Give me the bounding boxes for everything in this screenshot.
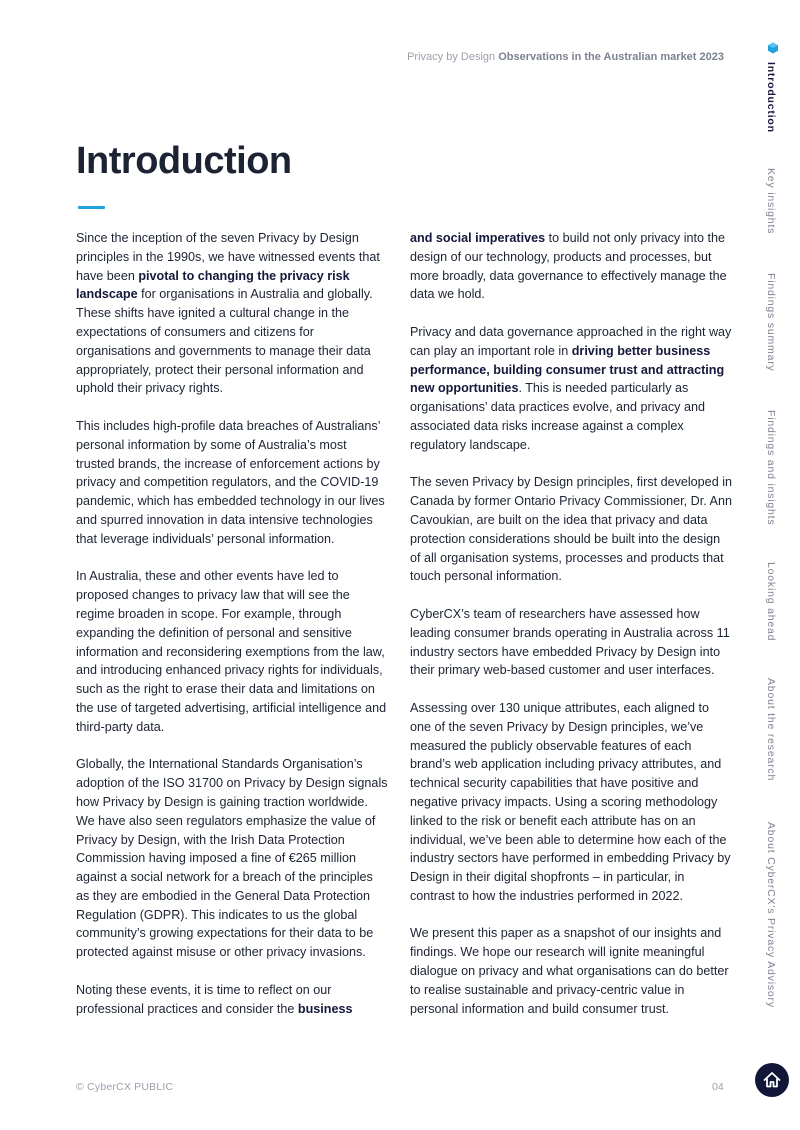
- nav-item-findings-and-insights[interactable]: Findings and insights: [765, 410, 777, 526]
- header-title: Observations in the Australian market 2023: [498, 51, 724, 63]
- paragraph: Assessing over 130 unique attributes, each aligned to one of the seven Privacy by Design principles, we’ve measured the publicly observable features of each brand’s web application including privacy attributes, and technical security capabilities that have positive and negative privacy impacts. Using a scoring methodology linked to the risk or benefit each attribute has on an individual, we’ve been able to determine how each of the industry sectors have performed in embedding Privacy by Design in their digital shopfronts – in particular, in contrast to how the industries performed in 2022.: [410, 700, 731, 903]
- paragraph: This includes high-profile data breaches of Australians’ personal information by some of Australia’s most trusted brands, the increase of enforcement actions by privacy and competition regulators, and the COVID-19 pandemic, which has embedded technology in our lives and spurred innovation in data intensive technologies that leverage individuals’ personal information.: [76, 418, 385, 546]
- footer-copyright: © CyberCX PUBLIC: [76, 1081, 174, 1093]
- paragraph: Noting these events, it is time to reflect on our professional practices and consider the business: [76, 982, 353, 1016]
- header-prefix: Privacy by Design: [407, 51, 496, 63]
- paragraph: Privacy and data governance approached in the right way can play an important role in driving better business performance, building consumer trust and attracting new opportunities. This is needed particularly as organisations’ data practices evolve, and privacy and associated data risks increase against a complex regulatory landscape.: [410, 324, 732, 452]
- nav-item-looking-ahead[interactable]: Looking ahead: [765, 562, 777, 642]
- paragraph: CyberCX’s team of researchers have assessed how leading consumer brands operating in Australia across 11 industry sectors have embedded Privacy by Design into their primary web-based customer and user interfaces.: [410, 606, 730, 678]
- right-column: [410, 229, 732, 1037]
- left-column: [76, 229, 388, 1037]
- paragraph: In Australia, these and other events have led to proposed changes to privacy law that will see the regime broaden in scope. For example, through expanding the definition of personal and sensitive information and reconsidering exemptions from the law, and introducing enhanced privacy rights for individuals, such as the right to erase their data and limitations on the use of targeted advertising, artificial intelligence and third-party data.: [76, 569, 387, 734]
- home-button[interactable]: [755, 1063, 789, 1097]
- nav-item-about-privacy-advisory[interactable]: About CyberCX’s Privacy Advisory: [765, 822, 777, 1008]
- running-header: [407, 51, 724, 63]
- page-title: Introduction: [76, 140, 292, 182]
- paragraph: Globally, the International Standards Organisation’s adoption of the ISO 31700 on Privacy by Design signals how Privacy by Design is gaining traction worldwide. We have also seen regulators emphasize the value of Privacy by Design, with the Irish Data Protection Commission having imposed a fine of €265 million against a social network for a breach of the principles as they are embodied in the General Data Protection Regulation (GDPR). This indicates to us the global community’s growing expectations for their data to be protected against misuse or other privacy invasions.: [76, 757, 388, 960]
- nav-item-introduction[interactable]: Introduction: [765, 62, 777, 133]
- paragraph: and social imperatives to build not only privacy into the design of our technology, products and processes, but more broadly, data governance to effectively manage the data we hold.: [410, 231, 727, 302]
- nav-item-key-insights[interactable]: Key insights: [765, 168, 777, 235]
- section-nav: [755, 0, 795, 1130]
- title-accent-rule: [78, 206, 105, 209]
- nav-item-about-the-research[interactable]: About the research: [765, 678, 777, 782]
- hexagon-icon: [767, 42, 779, 54]
- home-icon: [762, 1070, 782, 1090]
- nav-item-findings-summary[interactable]: Findings summary: [765, 273, 777, 372]
- paragraph: Since the inception of the seven Privacy by Design principles in the 1990s, we have witnessed events that have been pivotal to changing the privacy risk landscape for organisations in Australia and globally. These shifts have ignited a cultural change in the expectations of consumers and citizens for organisations and governments to manage their data appropriately, protect their personal information and uphold their privacy rights.: [76, 231, 380, 396]
- page-number: 04: [712, 1081, 724, 1093]
- paragraph: We present this paper as a snapshot of our insights and findings. We hope our research will ignite meaningful dialogue on privacy and what organisations can do better to realise sustainable and privacy-centric value in personal information and build consumer trust.: [410, 926, 729, 1016]
- paragraph: The seven Privacy by Design principles, first developed in Canada by former Ontario Privacy Commissioner, Dr. Ann Cavoukian, are built on the idea that privacy and data protection considerations should be built into the design of all organisation systems, processes and products that touch personal information.: [410, 475, 732, 584]
